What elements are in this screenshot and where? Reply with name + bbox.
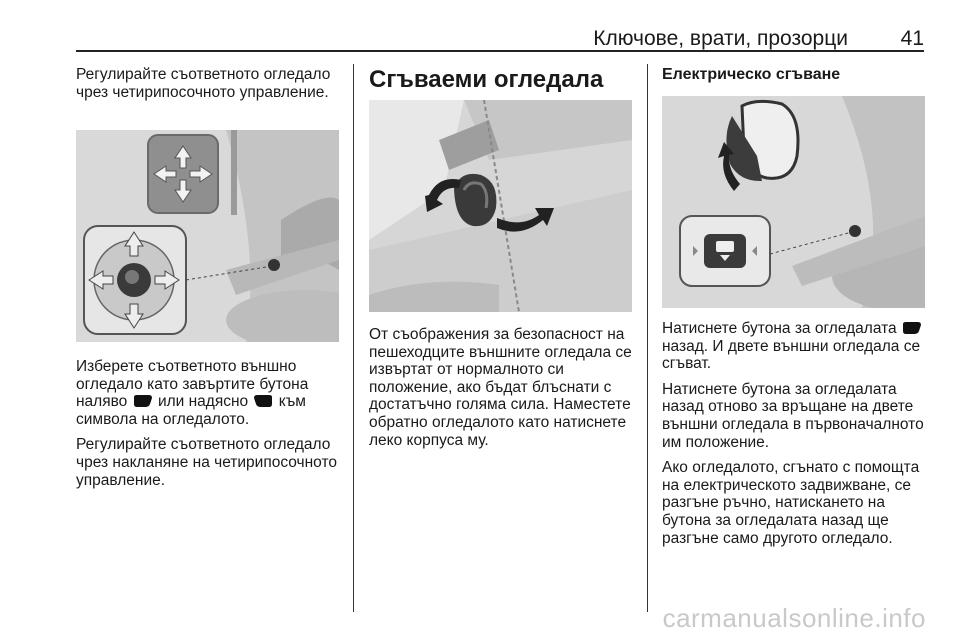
folding-mirrors-heading: Сгъваеми огледала [369, 66, 604, 93]
mirror-adjust-figure [76, 130, 339, 342]
column-divider [353, 64, 354, 612]
mirror-fold-icon [901, 321, 923, 335]
fold-instruction-text-1: Натиснете бутона за огледалата [662, 320, 897, 337]
manual-unfold-paragraph: Ако огледалото, сгънато с помощта на електрическото задвижване, се разгъне ръчно, натискането на бутона за огледалата назад ще разгъне само другото огледало. [662, 459, 920, 547]
column-divider [647, 64, 648, 612]
column-2-text [369, 326, 637, 457]
select-mirror-text-2: или надясно [157, 393, 249, 411]
electric-folding-heading: Електрическо сгъване [662, 66, 841, 83]
select-mirror-text-1: Изберете съответното външно огледало като завъртите бутона наляво [76, 358, 309, 411]
column-1-text [76, 358, 341, 497]
header-rule [76, 50, 924, 52]
unfold-instruction-paragraph: Натиснете бутона за огледалата назад отново за връщане на двете външни огледала в първоначалното им положение. [662, 380, 924, 451]
section-title: Ключове, врати, прозорци [593, 27, 848, 50]
watermark: carmanualsonline.info [662, 603, 926, 633]
select-mirror-paragraph [76, 358, 341, 428]
column-1 [76, 66, 341, 109]
page-number: 41 [900, 27, 924, 50]
column-2 [369, 66, 637, 94]
adjust-mirror-paragraph: Регулирайте съответното огледало чрез накланяне на четирипосочното управление. [76, 436, 338, 489]
mirror-right-icon [252, 394, 274, 408]
column-3 [662, 66, 928, 84]
intro-paragraph: Регулирайте съответното огледало чрез четирипосочното управление. [76, 66, 331, 101]
fold-instruction-paragraph [662, 320, 928, 373]
folding-mirrors-paragraph: От съображения за безопасност на пешеходците външните огледала се извъртат от нормалното си положение, ако бъдат блъснати с достатъчно голяма сила. Наместете обратно огледалото като натиснете леко корпуса му. [369, 326, 632, 449]
electric-folding-figure [662, 96, 925, 308]
mirror-left-icon [132, 394, 154, 408]
select-mirror-text-3: към символа на огледалото. [76, 393, 306, 428]
page-header [0, 0, 960, 50]
folding-mirror-figure [369, 100, 632, 312]
fold-instruction-text-2: назад. И двете външни огледала се сгъват. [662, 337, 921, 373]
column-3-text [662, 320, 928, 555]
